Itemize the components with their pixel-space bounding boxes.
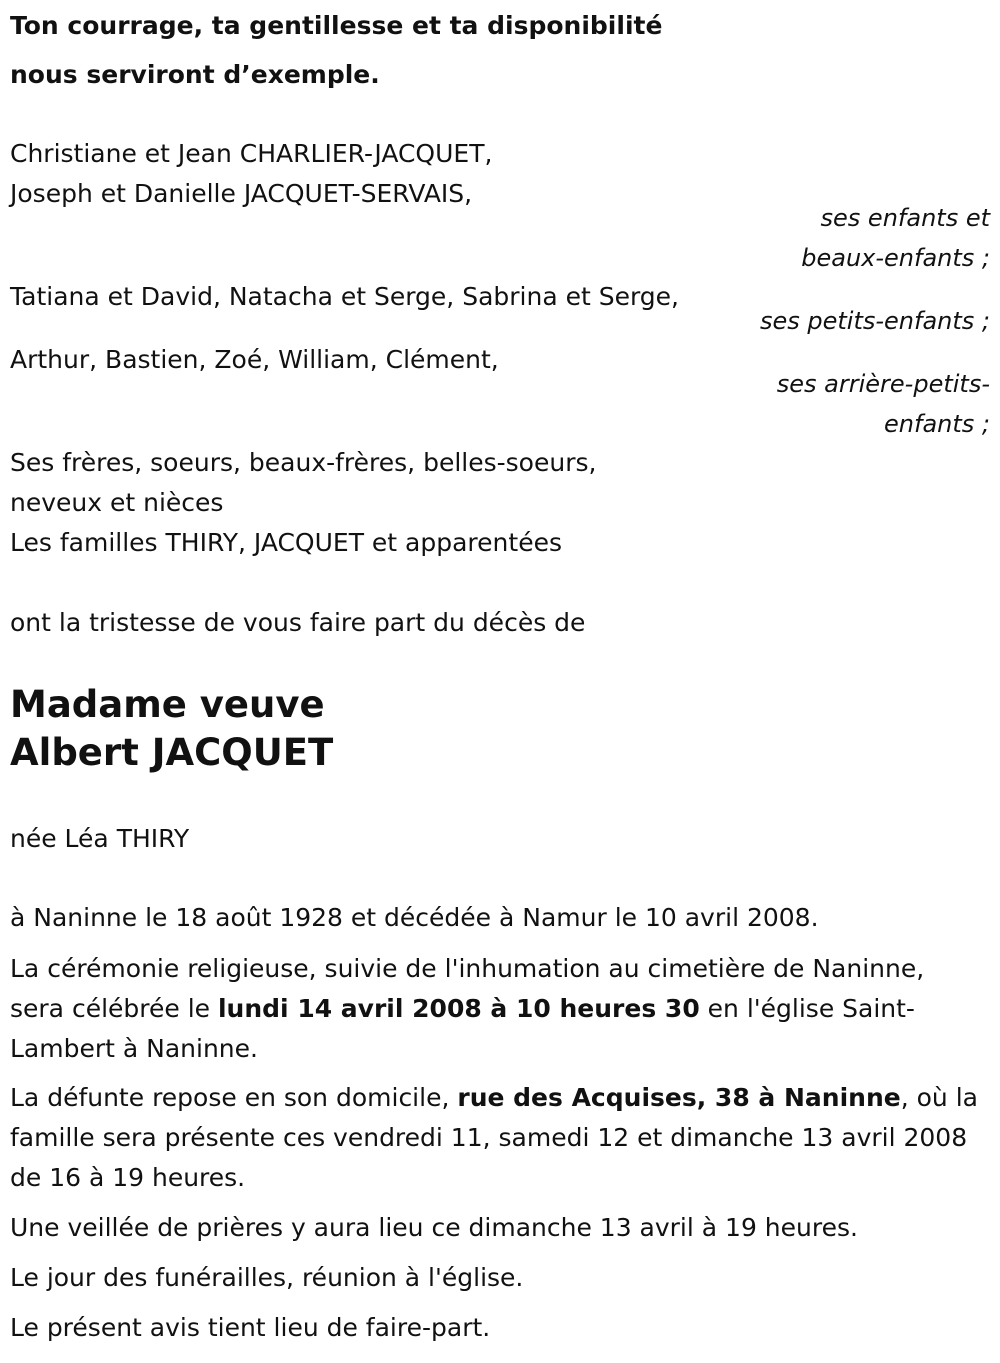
repose-text-before: La défunte repose en son domicile, — [10, 1083, 458, 1112]
funeral-meeting-text: Le jour des funérailles, réunion à l'église. — [10, 1263, 524, 1292]
grandchildren-role: ses petits-enfants ; — [759, 307, 990, 335]
epitaph-line-2: nous serviront d’exemple. — [10, 60, 380, 89]
epitaph-line-1: Ton courrage, ta gentillesse et ta disponibilité — [10, 11, 663, 40]
ceremony-text-after: en l'église Saint-Lambert à Naninne. — [10, 994, 915, 1063]
siblings-line-2: neveux et nièces — [10, 488, 224, 517]
repose-paragraph — [10, 1078, 985, 1198]
ceremony-text-before: La cérémonie religieuse, suivie de l'inhumation au cimetière de Naninne, sera célébrée le — [10, 954, 925, 1023]
siblings-line-1: Ses frères, soeurs, beaux-frères, belles-soeurs, — [10, 448, 597, 477]
great-grandchildren-names: Arthur, Bastien, Zoé, William, Clément, — [10, 345, 499, 374]
repose-address: rue des Acquises, 38 à Naninne — [457, 1083, 901, 1112]
children-role-line-1: ses enfants et — [820, 204, 990, 232]
vigil-text: Une veillée de prières y aura lieu ce dimanche 13 avril à 19 heures. — [10, 1213, 858, 1242]
great-grandchildren-role-line-1: ses arrière-petits- — [776, 370, 990, 398]
announcement-text: ont la tristesse de vous faire part du décès de — [10, 608, 586, 637]
families-line: Les familles THIRY, JACQUET et apparentées — [10, 528, 562, 557]
repose-text-after: , où la famille sera présente ces vendredi 11, samedi 12 et dimanche 13 avril 2008 de 16 à 19 heures. — [10, 1083, 978, 1192]
ceremony-paragraph — [10, 949, 985, 1069]
notice-text: Le présent avis tient lieu de faire-part. — [10, 1313, 491, 1342]
grandchildren-names: Tatiana et David, Natacha et Serge, Sabrina et Serge, — [10, 282, 680, 311]
maiden-name: née Léa THIRY — [10, 824, 190, 853]
deceased-name-line-1: Madame veuve — [10, 683, 325, 726]
ceremony-datetime: lundi 14 avril 2008 à 10 heures 30 — [217, 994, 700, 1023]
great-grandchildren-role-line-2: enfants ; — [884, 410, 990, 438]
children-line-2: Joseph et Danielle JACQUET-SERVAIS, — [10, 179, 473, 208]
deceased-name-line-2: Albert JACQUET — [10, 731, 334, 774]
children-role-line-2: beaux-enfants ; — [801, 244, 990, 272]
children-line-1: Christiane et Jean CHARLIER-JACQUET, — [10, 139, 493, 168]
birth-death-dates: à Naninne le 18 août 1928 et décédée à Namur le 10 avril 2008. — [10, 903, 819, 932]
